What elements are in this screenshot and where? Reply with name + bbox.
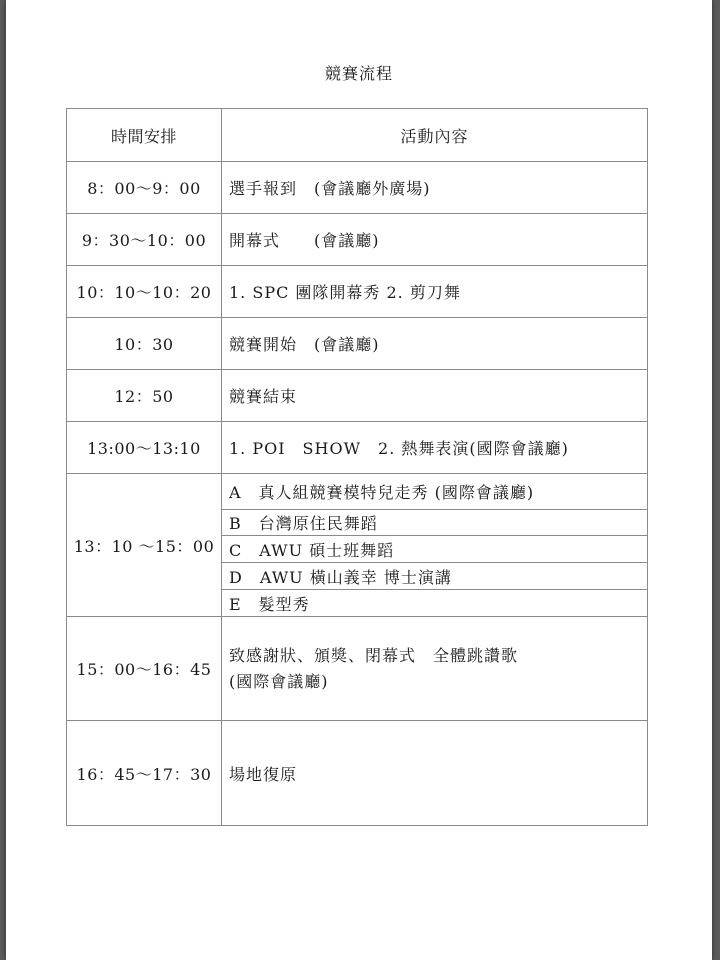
table-row: [67, 162, 648, 214]
table-header-row: [67, 109, 648, 162]
activity-cell: [222, 617, 648, 721]
time-cell: 13：10 ～15：00: [67, 474, 222, 617]
schedule-table: [66, 108, 648, 826]
table-row: [67, 370, 648, 422]
time-cell: 10：30: [67, 318, 222, 370]
time-cell: 8：00～9：00: [67, 162, 222, 214]
time-cell: 16：45～17：30: [67, 721, 222, 826]
time-cell: 15：00～16：45: [67, 617, 222, 721]
table-row: [67, 318, 648, 370]
time-cell: 9：30～10：00: [67, 214, 222, 266]
document-page: [6, 0, 712, 960]
activity-cell: 1. SPC 團隊開幕秀 2. 剪刀舞: [222, 266, 648, 318]
time-cell: 13:00～13:10: [67, 422, 222, 474]
sub-item: D AWU 橫山義幸 博士演講: [222, 563, 647, 590]
sub-item: A 真人組競賽模特兒走秀 (國際會議廳): [222, 474, 647, 510]
activity-cell: 開幕式 (會議廳): [222, 214, 648, 266]
sub-item: C AWU 碩士班舞蹈: [222, 536, 647, 563]
activity-cell: 競賽開始 (會議廳): [222, 318, 648, 370]
activity-line: (國際會議廳): [229, 671, 329, 691]
table-row: [67, 266, 648, 318]
table-row: [67, 617, 648, 721]
header-time: 時間安排: [67, 109, 222, 162]
activity-group-cell: [222, 474, 648, 617]
sub-item: B 台灣原住民舞蹈: [222, 510, 647, 536]
activity-cell: 場地復原: [222, 721, 648, 826]
activity-cell: 競賽結束: [222, 370, 648, 422]
header-activity: 活動內容: [222, 109, 648, 162]
activity-line: 致感謝狀、頒獎、閉幕式 全體跳讚歌: [229, 645, 519, 665]
time-cell: 10：10～10：20: [67, 266, 222, 318]
time-cell: 12：50: [67, 370, 222, 422]
page-title: 競賽流程: [324, 64, 393, 83]
table-row: [67, 422, 648, 474]
table-row-group: [67, 474, 648, 617]
table-row: [67, 214, 648, 266]
activity-cell: 選手報到 (會議廳外廣場): [222, 162, 648, 214]
table-row: [67, 721, 648, 826]
sub-item: E 髮型秀: [229, 594, 310, 614]
activity-cell: 1. POI SHOW 2. 熱舞表演(國際會議廳): [222, 422, 648, 474]
